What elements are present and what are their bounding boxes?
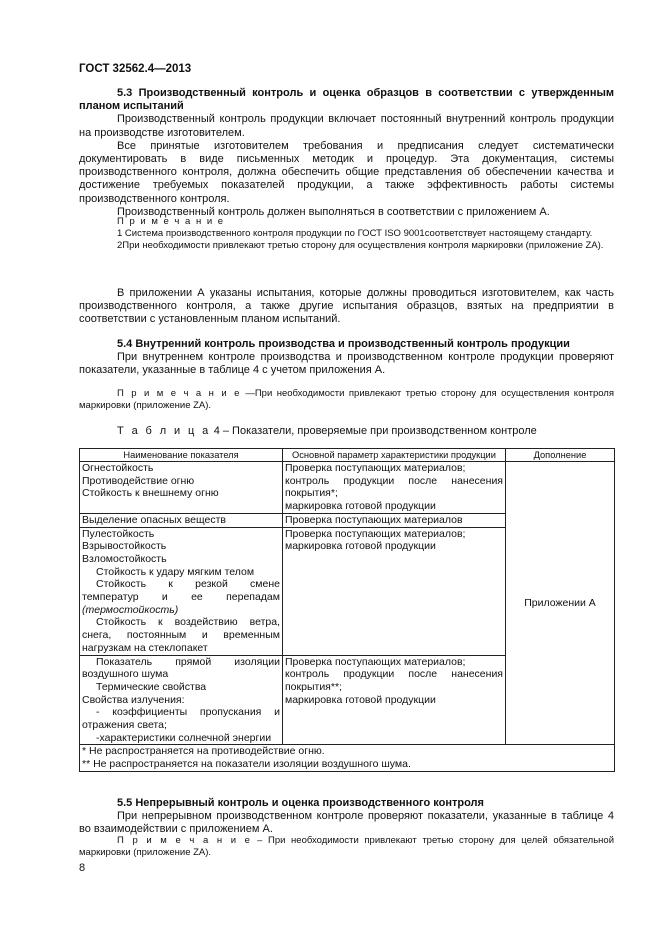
section-5-4-note <box>79 388 614 412</box>
section-5-4-title: 5.4 Внутренний контроль производства и производственный контроль продукции <box>117 338 570 350</box>
note-label: П р и м е ч а н и е <box>117 835 252 846</box>
footnote: ** Не распространяется на показатели изоляции воздушного шума. <box>82 758 411 771</box>
document-header: ГОСТ 32562.4—2013 <box>79 63 192 75</box>
table-footnote-row <box>80 745 615 771</box>
note-label: П р и м е ч а н и е <box>117 216 225 227</box>
indicator-name: Огнестойкость <box>82 462 154 474</box>
parameter-cell: Проверка поступающих материалов <box>283 513 506 527</box>
column-header: Наименование показателя <box>80 449 283 462</box>
indicator-name: Стойкость к удару мягким телом <box>96 565 255 578</box>
section-5-3-notes <box>79 216 614 252</box>
section-5-3-paragraph-3: Производственный контроль должен выполняться в соответствии с приложением А. <box>117 205 550 218</box>
section-5-4 <box>79 338 614 378</box>
indicator-name: Стойкость к воздействию ветра, снега, постоянным и временным нагрузкам на стеклопакет <box>82 616 280 654</box>
table-row <box>80 462 615 514</box>
table-caption <box>117 425 617 438</box>
table-4 <box>79 448 614 772</box>
table-header-row <box>80 449 615 462</box>
column-header: Основной параметр характеристики продукции <box>283 449 506 462</box>
section-5-4-paragraph-1: При внутреннем контроле производства и производственном контроле продукции проверяют показатели, указанные в таблице 4 с учетом приложения А. <box>79 351 614 377</box>
note-1: 1 Система производственного контроля продукции по ГОСТ ISO 9001соответствует настоящему стандарту. <box>117 228 593 239</box>
section-5-5 <box>79 797 614 837</box>
parameter-line: маркировка готовой продукции <box>285 540 436 553</box>
parameter-line: маркировка готовой продукции <box>285 500 436 513</box>
note-text: —При необходимости привлекают третью сторону для осуществления контроля маркировки (приложение ZA). <box>79 388 614 411</box>
section-5-3 <box>79 87 614 219</box>
parameter-cell <box>283 655 506 745</box>
note-2: 2При необходимости привлекают третью сторону для осуществления контроля маркировки (приложение ZA). <box>117 240 604 251</box>
table-footnotes <box>80 745 615 771</box>
parameter-line: контроль продукции после нанесения покрытия**; <box>285 668 503 693</box>
indicator-name: Показатель прямой изоляции воздушного шума <box>82 655 280 681</box>
supplement-cell: Приложении А <box>506 462 615 745</box>
table-caption-word: Т а б л и ц а <box>117 425 211 437</box>
section-5-3-title: 5.3 Производственный контроль и оценка образцов в соответствии с утвержденным планом испытаний <box>79 87 614 113</box>
parameter-line: маркировка готовой продукции <box>285 693 436 706</box>
section-5-3-paragraph-4: В приложении А указаны испытания, которые должны проводиться изготовителем, как часть производственного контроля, а также другие испытания образцов, взятых на предприятии в соответствии с установленным планом испытаний. <box>79 287 614 326</box>
parameter-line: Проверка поступающих материалов; <box>285 527 466 540</box>
indicator-cell: Выделение опасных веществ <box>80 513 283 527</box>
indicator-name: Термические свойства <box>96 680 207 693</box>
indicators-table <box>79 448 615 772</box>
section-5-3-paragraph-4-block <box>79 287 614 327</box>
section-5-5-paragraph-1: При непрерывном производственном контроле проверяют показатели, указанные в таблице 4 во взаимодействии с приложением А. <box>79 810 614 836</box>
table-caption-text: 4 – Показатели, проверяемые при производственном контроле <box>210 425 537 437</box>
indicator-name: Свойства излучения: <box>82 693 185 706</box>
note-label: П р и м е ч а н и е <box>117 388 241 399</box>
parameter-line: Проверка поступающих материалов; <box>285 462 466 474</box>
indicator-text-italic: (термостойкость) <box>82 603 179 616</box>
indicator-name <box>82 578 280 616</box>
indicator-name: Пулестойкость <box>82 527 155 540</box>
section-5-5-note <box>79 835 614 859</box>
indicator-name: - коэффициенты пропускания и отражения света; <box>82 706 280 732</box>
indicator-name: Противодействие огню <box>82 474 195 487</box>
indicator-cell <box>80 462 283 514</box>
parameter-line: Проверка поступающих материалов; <box>285 655 466 668</box>
indicator-cell <box>80 655 283 745</box>
indicator-name: Стойкость к внешнему огню <box>82 487 219 500</box>
parameter-line: контроль продукции после нанесения покрытия*; <box>285 474 503 500</box>
indicator-text: Стойкость к резкой смене температур и ее перепадам <box>82 578 280 604</box>
note-text: – При необходимости привлекают третью сторону для целей обязательной маркировки (приложение ZA). <box>79 835 614 858</box>
parameter-cell <box>283 462 506 514</box>
column-header: Дополнение <box>506 449 615 462</box>
section-5-5-title: 5.5 Непрерывный контроль и оценка производственного контроля <box>117 797 484 809</box>
footnote: * Не распространяется на противодействие огню. <box>82 745 325 758</box>
indicator-name: -характеристики солнечной энергии <box>96 731 272 744</box>
parameter-cell <box>283 527 506 655</box>
section-5-3-paragraph-1: Производственный контроль продукции включает постоянный внутренний контроль продукции на производстве изготовителем. <box>79 113 614 139</box>
indicator-name: Взрывостойкость <box>82 540 167 553</box>
section-5-3-paragraph-2: Все принятые изготовителем требования и предписания следует систематически документировать в виде письменных методик и процедур. Эта документация, системы производственного контроля, должна обеспечить общие представления об обеспечении качества и достижение требуемых показателей продукции, а также эффективность работы системы производственного контроля. <box>79 139 614 205</box>
indicator-cell <box>80 527 283 655</box>
page-number: 8 <box>79 862 86 874</box>
indicator-name: Взломостойкость <box>82 552 167 565</box>
